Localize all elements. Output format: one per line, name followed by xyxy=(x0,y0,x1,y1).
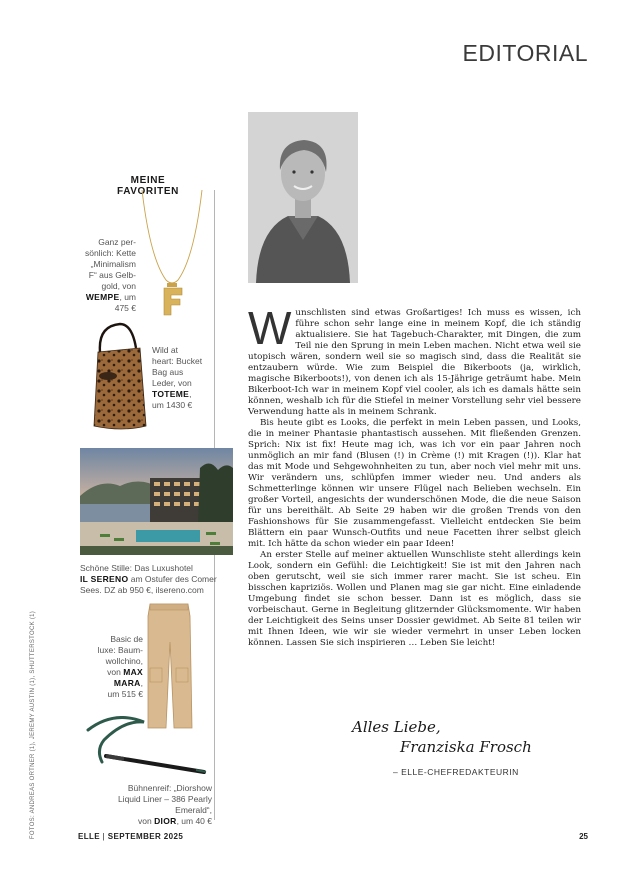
trousers-image xyxy=(144,602,194,730)
eyeliner-image xyxy=(84,716,212,780)
section-title: EDITORIAL xyxy=(462,40,588,66)
sidebar-title: MEINE FAVORITEN xyxy=(117,175,179,197)
svg-text:Alles Liebe,: Alles Liebe, xyxy=(352,718,441,736)
svg-text:Franziska Frosch: Franziska Frosch xyxy=(400,738,532,756)
signature xyxy=(348,710,568,760)
caption-hotel: Schöne Stille: Das Luxushotel IL SERENO am Ostufer des Comer Sees. DZ ab 950 €, ilsereno.com xyxy=(80,563,217,595)
bag-image xyxy=(86,318,152,432)
caption-bag: Wild at heart: Bucket Bag aus Leder, von TOTEME, um 1430 € xyxy=(152,345,203,410)
caption-trousers: Basic de luxe: Baum- wollchino, von MAX MARA, um 515 € xyxy=(97,634,143,699)
photo-credit: FOTOS: ANDREAS ORTNER (1), JEREMY AUSTIN (1), SHUTTERSTOCK (1) xyxy=(30,610,36,840)
editorial-text: Wunschlisten sind etwas Großartiges! Ich muss es wissen, ich führe schon sehr lange eine in meinem Kopf, die ich ständig aktualisiere. Sie hat Tagebuch-Charakter, mit Dingen, die zum Teil nie den Sprung in mein Leben machen. Nicht etwa weil sie utopisch wären, sondern weil sie so magisch sind, dass die Realität sie entzaubern würde. Wie zum Beispiel die Bikerboots (ja, wirklich, magische Bikerboots!), von denen ich als 15-Jährige geträumt habe. Mein Bikerboot-Ich war in meinem Kopf viel cooler, als ich es damals hätte sein können, weshalb ich für die Stiefel in meiner Vorstellung sehr viel bessere Verwendung hatte als in meinem Schrank. Bis heute gibt es Looks, die perfekt in mein Leben passen, und Looks, die in meiner Phantasie phantastisch aussehen. Mit fließenden Grenzen. Sprich: Nix ist fix! Heute mag ich, was ich vor ein paar Jahren noch unmöglich an mir fand (Blusen (!) in Crème (!) mit Kragen (!)). Klar hat das mit Mode und Sehgewohnheiten zu tun, aber noch viel mehr mit uns. Wir verändern uns, schlüpfen immer wieder neu. Und anders als Schmetterlinge können wir unsere Flügel nach Belieben wechseln. Ein großer Vorteil, angesichts der wunderschönen Mode, die die neue Saison für uns bereithält. Ab Seite 29 haben wir die großen Trends von den Fashionshows für Sie zusammengefasst. Vielleicht entdecken Sie beim Blättern ein paar Wunsch-Outfits und neue Facetten ihrer selbst gleich mit. Ich hätte da schon wieder ein paar Ideen! An erster Stelle auf meiner aktuellen Wunschliste steht allerdings kein Look, sondern ein Gefühl: die Leichtigkeit! Sie ist mit den Jahren nach oben gerutscht, weil sie sich immer rarer macht. Sie ist scheu. Ein bisschen kapriziös. Wollen und Planen mag sie gar nicht. Eine einladende Umgebung findet sie schon besser. Dann ist es möglich, dass sie vorbeischaut. Gerne in Begleitung glitzernder Glücksmomente. Wir haben der Leichtigkeit des Seins unser Dossier gewidmet. Ab Seite 81 teilen wir mit Ihnen Ideen, wie wir sie wieder vermehrt in unser Leben locken können. Lassen Sie sich inspirieren … Leben Sie leicht! xyxy=(248,302,581,648)
editor-role: – ELLE-CHEFREDAKTEURIN xyxy=(393,767,519,777)
hotel-image xyxy=(80,448,233,555)
caption-necklace: Ganz per- sönlich: Kette „Minimalism F“ aus Gelb- gold, von WEMPE, um 475 € xyxy=(84,237,136,313)
page-number: 25 xyxy=(579,832,588,841)
footer-issue: ELLE | SEPTEMBER 2025 xyxy=(78,832,184,841)
drop-cap: W xyxy=(248,302,292,354)
caption-eyeliner: Bühnenreif: „Diorshow Liquid Liner – 386 Pearly Emerald“, von DIOR, um 40 € xyxy=(117,783,212,826)
necklace-image xyxy=(136,188,208,318)
editor-portrait xyxy=(248,112,358,283)
